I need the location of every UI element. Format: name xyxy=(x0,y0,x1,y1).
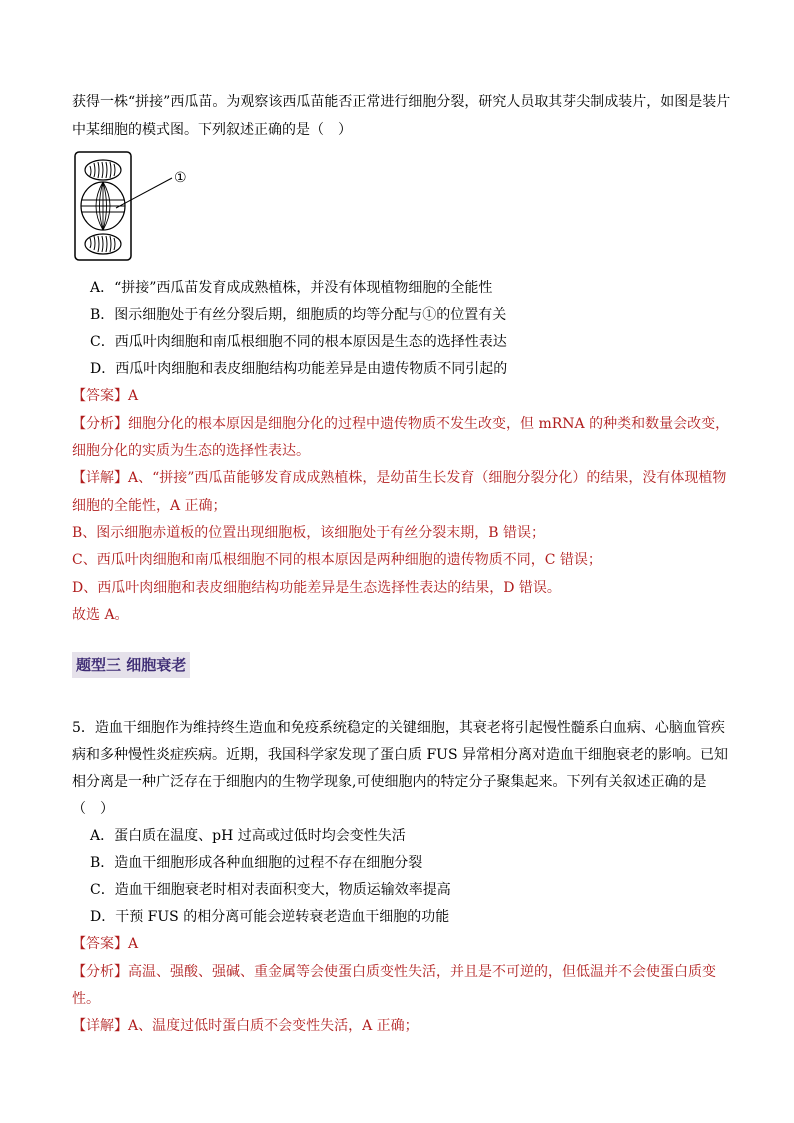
cell-division-figure xyxy=(74,150,204,264)
q5-answer xyxy=(72,934,734,954)
detail-tag: 【详解】 xyxy=(72,470,128,486)
q5-stem-line-4: （ ） xyxy=(72,801,114,817)
analysis-tag: 【分析】 xyxy=(72,964,128,980)
q5-option-a: A．蛋白质在温度、pH 过高或过低时均会变性失活 xyxy=(90,828,406,844)
q4-option-c: C．西瓜叶肉细胞和南瓜根细胞不同的根本原因是生态的选择性表达 xyxy=(90,334,507,350)
q4-conclusion: 故选 A。 xyxy=(72,607,129,623)
q5-option-d: D．干预 FUS 的相分离可能会逆转衰老造血干细胞的功能 xyxy=(90,909,450,925)
analysis-tag: 【分析】 xyxy=(72,416,128,432)
q4-stem-line-2: 中某细胞的模式图。下列叙述正确的是（ ） xyxy=(72,122,352,138)
answer-value: A xyxy=(128,388,139,404)
q4-option-a: A．“拼接”西瓜苗发育成成熟植株，并没有体现植物细胞的全能性 xyxy=(90,280,493,296)
q5-analysis-line-2: 性。 xyxy=(72,991,100,1007)
q5-detail-line-1 xyxy=(72,1016,734,1036)
q4-analysis-line-1 xyxy=(72,414,734,434)
q5-option-c: C．造血干细胞衰老时相对表面积变大，物质运输效率提高 xyxy=(90,882,451,898)
q5-stem-line-2: 病和多种慢性炎症疾病。近期，我国科学家发现了蛋白质 FUS 异常相分离对造血干细胞衰老的影响。已知 xyxy=(72,747,729,763)
answer-value: A xyxy=(128,936,139,952)
q5-option-b: B．造血干细胞形成各种血细胞的过程不存在细胞分裂 xyxy=(90,855,423,871)
q4-analysis-line-2: 细胞分化的实质为生态的选择性表达。 xyxy=(72,443,310,459)
analysis-text: 细胞分化的根本原因是细胞分化的过程中遗传物质不发生改变，但 mRNA 的种类和数量会改变， xyxy=(128,416,730,432)
answer-tag: 【答案】 xyxy=(72,936,128,952)
q5-analysis-line-1 xyxy=(72,962,734,982)
q4-detail-line-1 xyxy=(72,468,734,488)
q4-option-d: D．西瓜叶肉细胞和表皮细胞结构功能差异是由遗传物质不同引起的 xyxy=(90,361,508,377)
q4-stem-line-1: 获得一株“拼接”西瓜苗。为观察该西瓜苗能否正常进行细胞分裂，研究人员取其芽尖制成装片，如图是装片 xyxy=(72,94,731,110)
detail-text: A、温度过低时蛋白质不会变性失活，A 正确； xyxy=(128,1018,419,1034)
q4-detail-line-4: C、西瓜叶肉细胞和南瓜根细胞不同的根本原因是两种细胞的遗传物质不同，C 错误； xyxy=(72,552,602,568)
answer-tag: 【答案】 xyxy=(72,388,128,404)
q4-detail-line-5: D、西瓜叶肉细胞和表皮细胞结构功能差异是生态选择性表达的结果，D 错误。 xyxy=(72,580,561,596)
q5-stem-line-3: 相分离是一种广泛存在于细胞内的生物学现象,可使细胞内的特定分子聚集起来。下列有关叙述正确的是 xyxy=(72,774,707,790)
section-heading: 题型三 细胞衰老 xyxy=(72,652,190,678)
q4-detail-line-2: 细胞的全能性，A 正确； xyxy=(72,498,227,514)
detail-text: A、“拼接”西瓜苗能够发育成成熟植株，是幼苗生长发育（细胞分裂分化）的结果，没有体现植物 xyxy=(128,470,727,486)
q4-answer xyxy=(72,386,734,406)
cell-diagram xyxy=(74,150,204,264)
q4-option-b: B．图示细胞处于有丝分裂后期，细胞质的均等分配与①的位置有关 xyxy=(90,307,507,323)
analysis-text: 高温、强酸、强碱、重金属等会使蛋白质变性失活，并且是不可逆的，但低温并不会使蛋白质变 xyxy=(128,964,716,980)
q4-detail-line-3: B、图示细胞赤道板的位置出现细胞板，该细胞处于有丝分裂末期，B 错误； xyxy=(72,525,546,541)
q5-stem-line-1: 5．造血干细胞作为维持终生造血和免疫系统稳定的关键细胞，其衰老将引起慢性髓系白血病、心脑血管疾 xyxy=(72,720,725,736)
figure-label-1: ① xyxy=(174,170,187,186)
detail-tag: 【详解】 xyxy=(72,1018,128,1034)
